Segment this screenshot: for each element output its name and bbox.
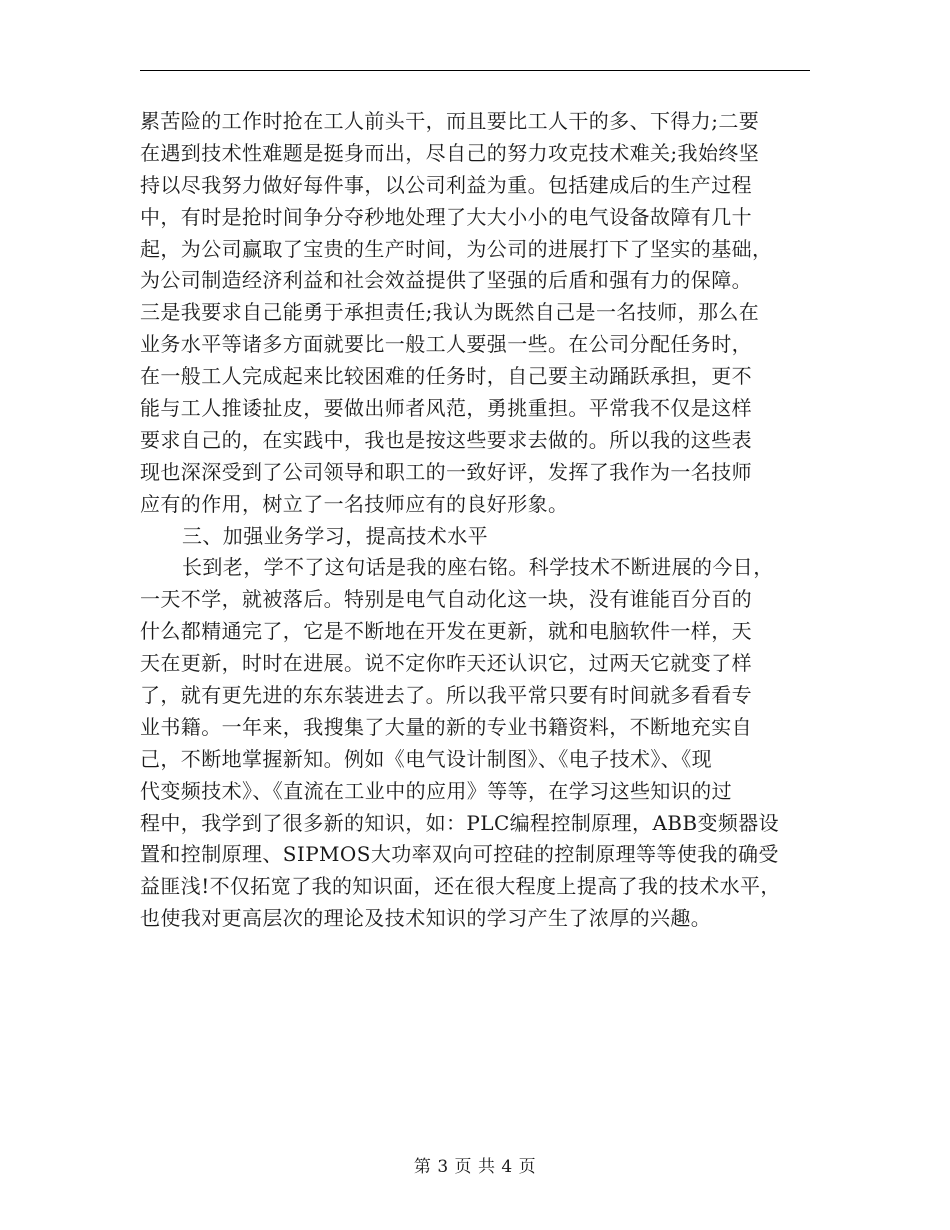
text-line-24: 置和控制原理、SIPMOS大功率双向可控硅的控制原理等等使我的确受 — [140, 842, 779, 867]
text-line-22: 代变频技术》、《直流在工业中的应用》等等，在学习这些知识的过 — [140, 778, 732, 803]
text-line-17: 什么都精通完了，它是不断地在开发在更新，就和电脑软件一样，天 — [140, 619, 752, 644]
text-line-6: 为公司制造经济利益和社会效益提供了坚强的后盾和强有力的保障。 — [140, 268, 752, 293]
text-line-18: 天在更新，时时在进展。说不定你昨天还认识它，过两天它就变了样 — [140, 651, 752, 676]
text-line-19: 了，就有更先进的东东装进去了。所以我平常只要有时间就多看看专 — [140, 683, 752, 708]
text-line-12: 现也深深受到了公司领导和职工的一致好评，发挥了我作为一名技师 — [140, 459, 752, 484]
text-line-13: 应有的作用，树立了一名技师应有的良好形象。 — [140, 491, 569, 516]
text-line-3: 持以尽我努力做好每件事，以公司利益为重。包括建成后的生产过程 — [140, 172, 752, 197]
text-line-16: 一天不学，就被落后。特别是电气自动化这一块，没有谁能百分百的 — [140, 587, 752, 612]
text-line-23: 程中，我学到了很多新的知识，如：PLC编程控制原理，ABB变频器设 — [140, 810, 780, 835]
text-line-20: 业书籍。一年来，我搜集了大量的新的专业书籍资料，不断地充实自 — [140, 714, 752, 739]
text-line-8: 业务水平等诸多方面就要比一般工人要强一些。在公司分配任务时， — [140, 332, 752, 357]
text-line-4: 中，有时是抢时间争分夺秒地处理了大大小小的电气设备故障有几十 — [140, 204, 752, 229]
text-line-1: 累苦险的工作时抢在工人前头干，而且要比工人干的多、下得力;二要 — [140, 109, 760, 133]
text-line-7: 三是我要求自己能勇于承担责任;我认为既然自己是一名技师，那么在 — [140, 300, 760, 325]
text-line-11: 要求自己的，在实践中，我也是按这些要求去做的。所以我的这些表 — [140, 427, 752, 452]
text-line-9: 在一般工人完成起来比较困难的任务时，自己要主动踊跃承担，更不 — [140, 364, 752, 389]
text-line-10: 能与工人推诿扯皮，要做出师者风范，勇挑重担。平常我不仅是这样 — [140, 396, 752, 421]
text-line-21: 己，不断地掌握新知。例如《电气设计制图》、《电子技术》、《现 — [140, 746, 712, 771]
text-line-25: 益匪浅!不仅拓宽了我的知识面，还在很大程度上提高了我的技术水平， — [140, 874, 781, 899]
page-number-footer: 第 3 页 共 4 页 — [413, 1157, 537, 1177]
header-rule — [140, 70, 810, 71]
text-line-26: 也使我对更高层次的理论及技术知识的学习产生了浓厚的兴趣。 — [140, 906, 712, 931]
text-line-15: 长到老，学不了这句话是我的座右铭。科学技术不断进展的今日， — [182, 555, 774, 580]
text-line-5: 起，为公司赢取了宝贵的生产时间，为公司的进展打下了坚实的基础， — [140, 236, 773, 261]
text-line-2: 在遇到技术性难题是挺身而出，尽自己的努力攻克技术难关;我始终坚 — [140, 140, 760, 165]
document-body — [140, 106, 820, 935]
section-heading: 三、加强业务学习，提高技术水平 — [182, 523, 488, 548]
